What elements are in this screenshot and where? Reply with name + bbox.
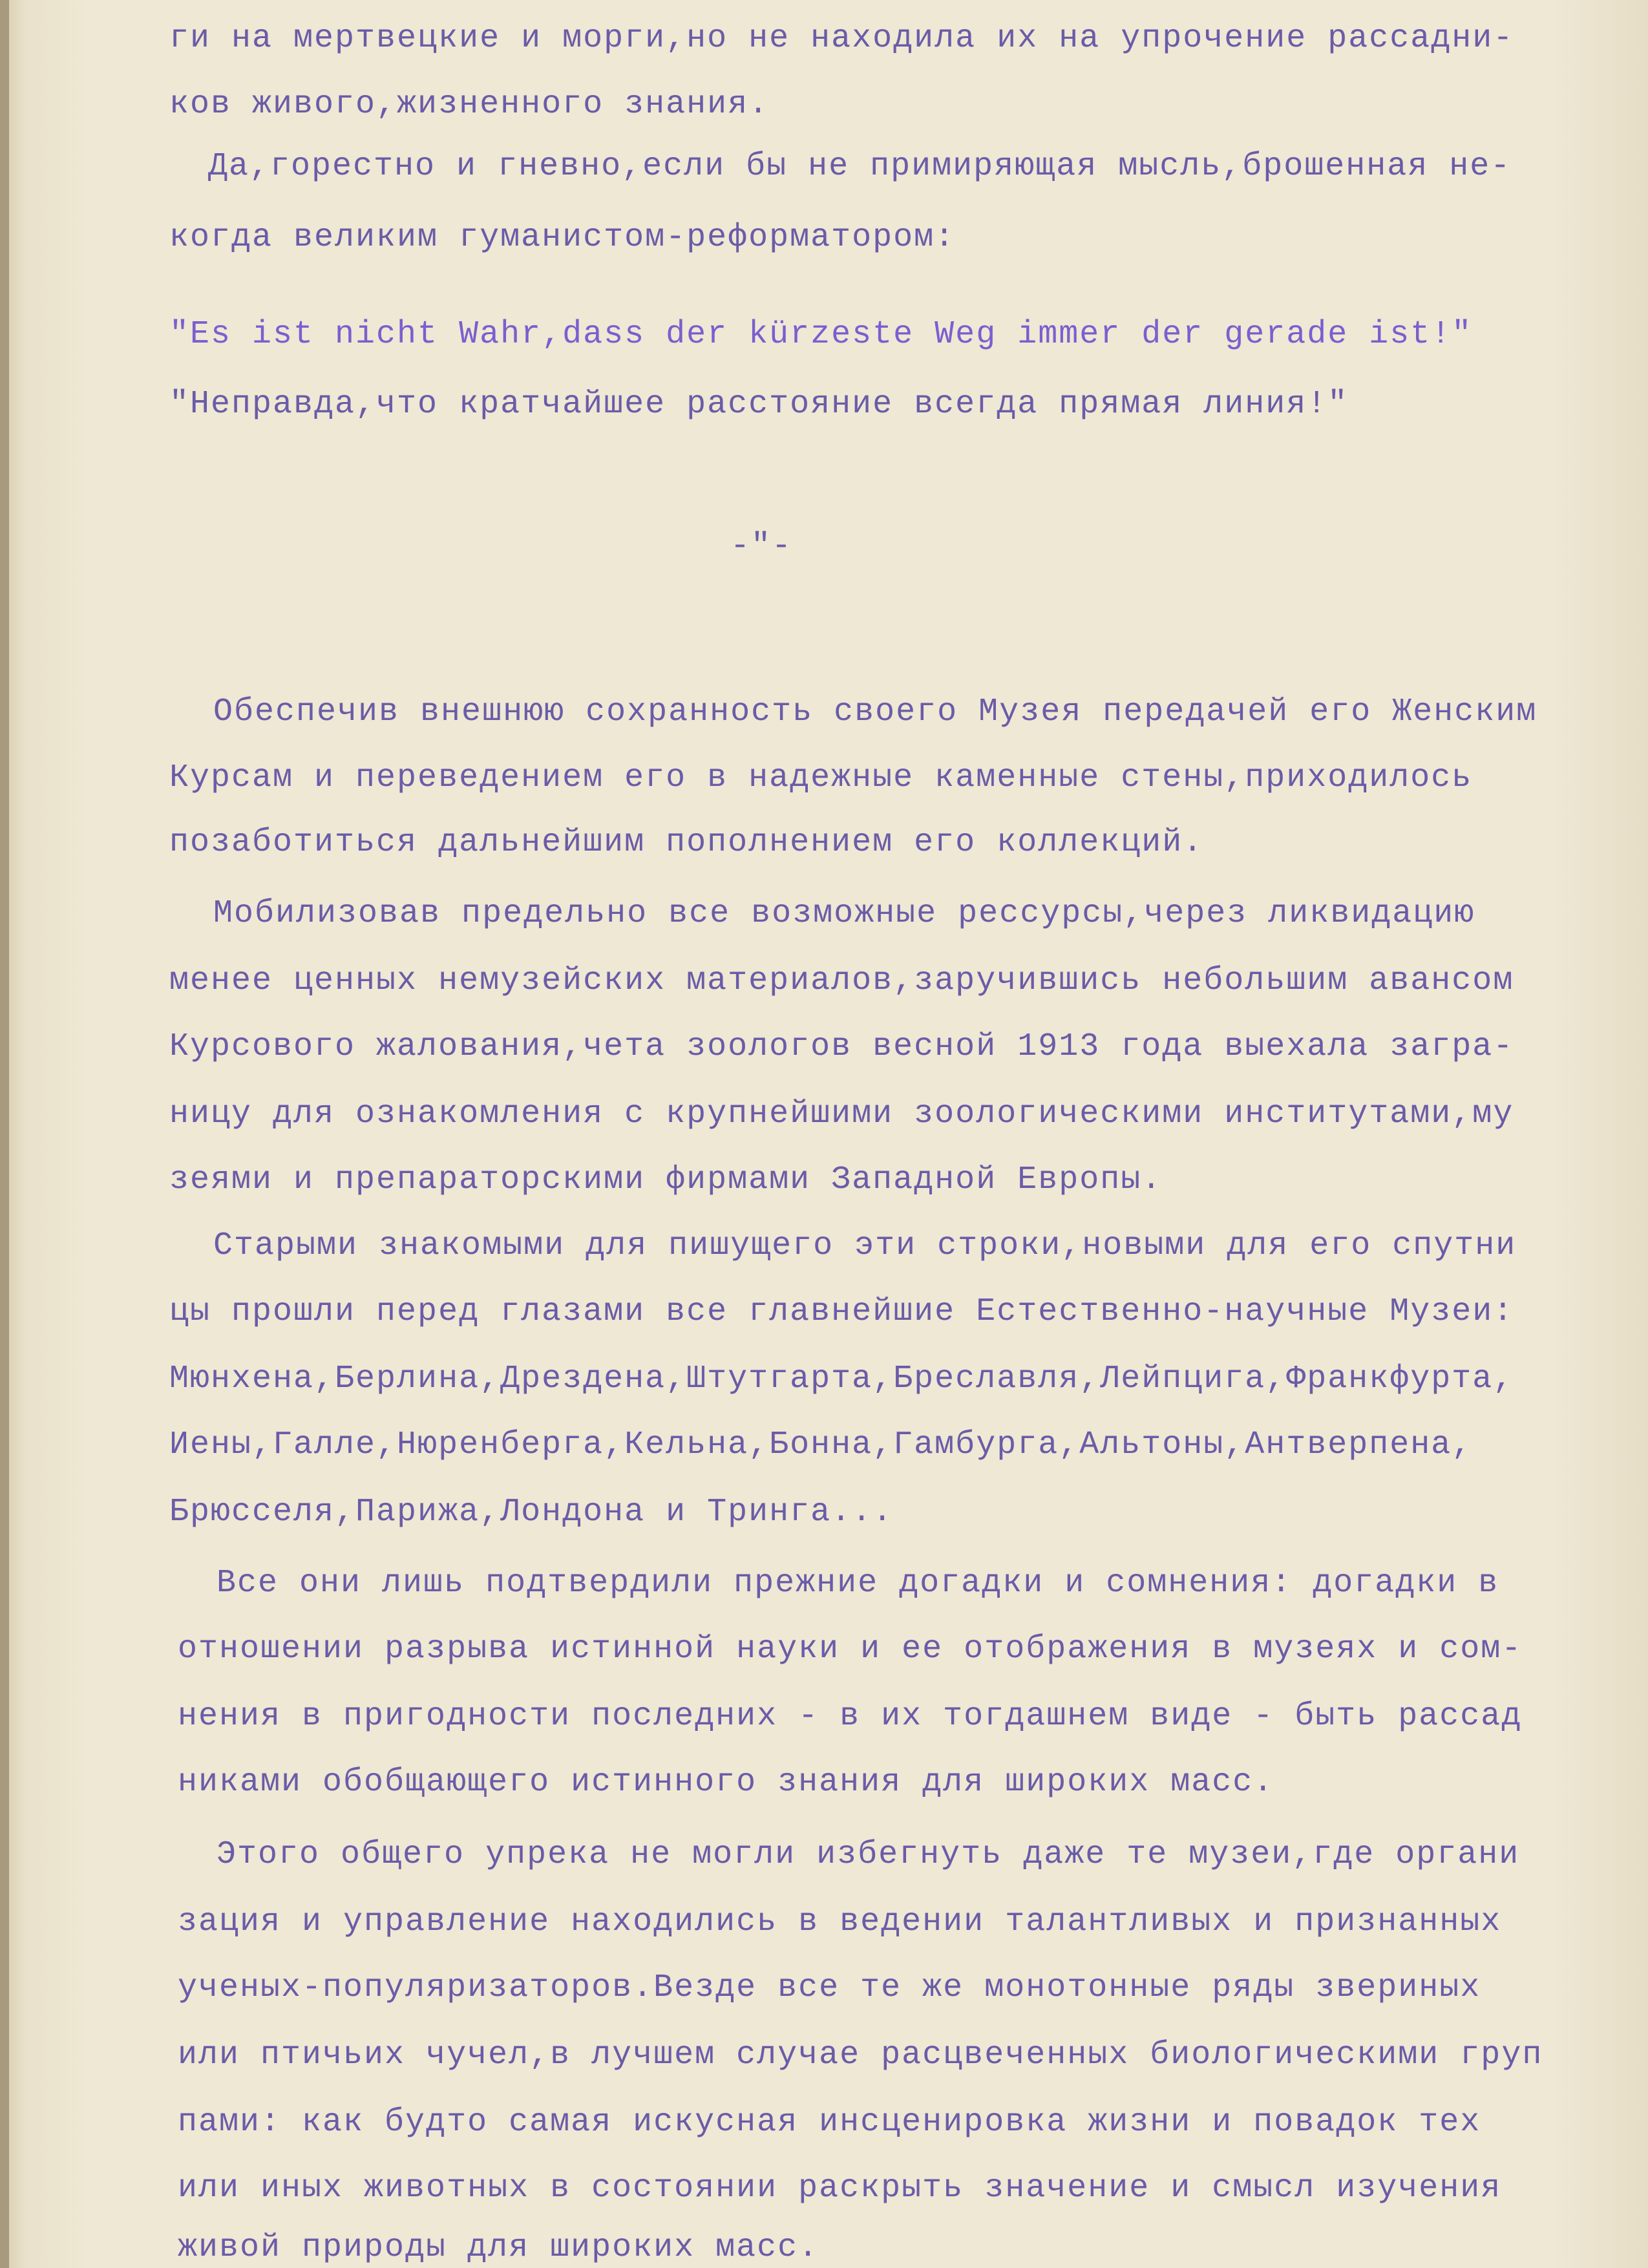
text-line: Брюсселя,Парижа,Лондона и Тринга... [169,1494,894,1531]
text-line: Иены,Галле,Нюренберга,Кельна,Бонна,Гамбурга,Альтоны,Антверпена, [169,1426,1473,1463]
text-line: Мюнхена,Берлина,Дрездена,Штутгарта,Бреславля,Лейпцига,Франкфурта, [169,1361,1514,1397]
text-line: позаботиться дальнейшим пополнением его коллекций. [169,824,1204,861]
text-line: зация и управление находились в ведении талантливых и признанных [178,1903,1502,1940]
text-line: когда великим гуманистом-реформатором: [169,219,956,256]
text-line: пами: как будто самая искусная инсценировка жизни и повадок тех [178,2104,1481,2141]
page-edge [0,0,9,2268]
text-line: Мобилизовав предельно все возможные рессурсы,через ликвидацию [213,895,1475,932]
text-line: Да,горестно и гневно,если бы не примиряющая мысль,брошенная не- [208,148,1512,185]
text-line: ученых-популяризаторов.Везде все те же монотонные ряды звериных [178,1969,1481,2006]
text-line: ги на мертвецкие и морги,но не находила их на упрочение рассадни- [169,20,1514,57]
section-divider: -"- [730,528,793,565]
text-line: менее ценных немузейских материалов,заручившись небольшим авансом [169,962,1514,999]
text-line: или птичьих чучел,в лучшем случае расцвеченных биологическими груп [178,2037,1543,2073]
text-line: зеями и препараторскими фирмами Западной Европы. [169,1161,1163,1198]
quote-german: "Es ist nicht Wahr,dass der kürzeste Weg immer der gerade ist!" [169,316,1473,353]
text-line: Курсам и переведением его в надежные каменные стены,приходилось [169,759,1473,796]
text-line: отношении разрыва истинной науки и ее отображения в музеях и сом- [178,1631,1523,1668]
text-line: ков живого,жизненного знания. [169,86,770,123]
text-line: Все они лишь подтвердили прежние догадки и сомнения: догадки в [217,1565,1499,1602]
text-line: или иных животных в состоянии раскрыть значение и смысл изучения [178,2170,1502,2207]
text-line: живой природы для широких масс. [178,2229,819,2266]
text-line: цы прошли перед глазами все главнейшие Естественно-научные Музеи: [169,1293,1514,1330]
text-line: Обеспечив внешнюю сохранность своего Музея передачей его Женским [213,694,1537,730]
text-line: Этого общего упрека не могли избегнуть даже те музеи,где органи [217,1836,1520,1873]
text-line: нения в пригодности последних - в их тогдашнем виде - быть рассад [178,1698,1523,1735]
text-line: никами обобщающего истинного знания для широких масс. [178,1764,1274,1801]
text-line: Старыми знакомыми для пишущего эти строки,новыми для его спутни [213,1227,1517,1264]
text-line: Курсового жалования,чета зоологов весной 1913 года выехала загра- [169,1028,1514,1065]
text-line: ницу для ознакомления с крупнейшими зоологическими институтами,му [169,1096,1514,1132]
quote-russian: "Неправда,что кратчайшее расстояние всегда прямая линия!" [169,386,1349,423]
